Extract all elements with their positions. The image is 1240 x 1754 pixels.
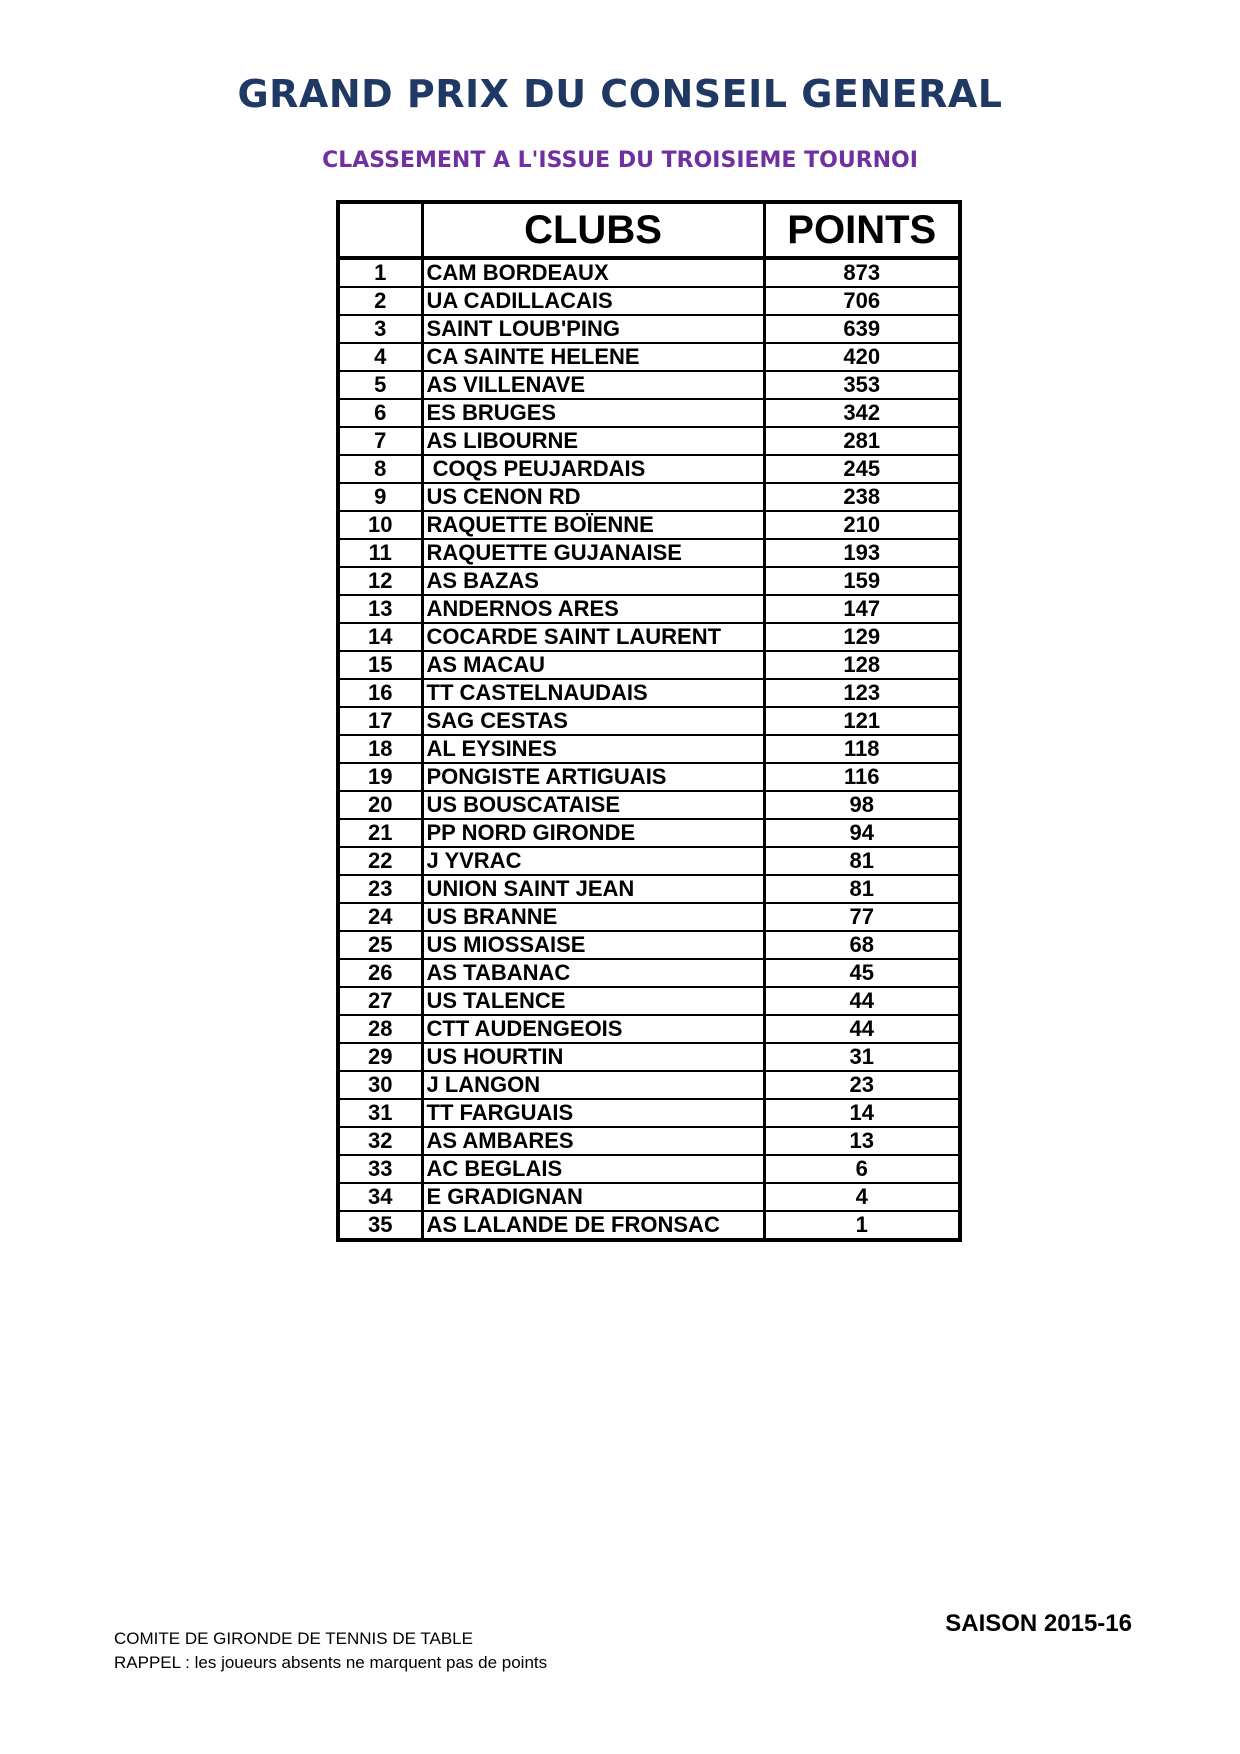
points-cell: 128 <box>764 651 960 679</box>
points-cell: 4 <box>764 1183 960 1211</box>
footer-reminder: RAPPEL : les joueurs absents ne marquent pas de points <box>114 1653 548 1672</box>
club-cell: J YVRAC <box>422 847 764 875</box>
rank-cell: 33 <box>338 1155 422 1183</box>
table-row <box>338 539 960 567</box>
club-cell: RAQUETTE BOÏENNE <box>422 511 764 539</box>
club-cell: RAQUETTE GUJANAISE <box>422 539 764 567</box>
rank-cell: 14 <box>338 623 422 651</box>
points-cell: 342 <box>764 399 960 427</box>
rank-cell: 17 <box>338 707 422 735</box>
rank-cell: 25 <box>338 931 422 959</box>
page-title: GRAND PRIX DU CONSEIL GENERAL <box>237 72 1003 116</box>
club-cell: AS MACAU <box>422 651 764 679</box>
table-row <box>338 875 960 903</box>
table-row <box>338 1099 960 1127</box>
table-row <box>338 567 960 595</box>
club-cell: E GRADIGNAN <box>422 1183 764 1211</box>
club-cell: CTT AUDENGEOIS <box>422 1015 764 1043</box>
points-cell: 147 <box>764 595 960 623</box>
points-cell: 31 <box>764 1043 960 1071</box>
rank-cell: 3 <box>338 315 422 343</box>
rank-cell: 5 <box>338 371 422 399</box>
table-row <box>338 1043 960 1071</box>
club-cell: ES BRUGES <box>422 399 764 427</box>
club-cell: COQS PEUJARDAIS <box>422 455 764 483</box>
rank-cell: 30 <box>338 1071 422 1099</box>
rank-cell: 13 <box>338 595 422 623</box>
table-row <box>338 343 960 371</box>
table-row <box>338 455 960 483</box>
club-cell: PP NORD GIRONDE <box>422 819 764 847</box>
points-cell: 873 <box>764 258 960 287</box>
table-row <box>338 679 960 707</box>
points-cell: 14 <box>764 1099 960 1127</box>
table-row <box>338 427 960 455</box>
rank-cell: 24 <box>338 903 422 931</box>
table-row <box>338 399 960 427</box>
table-row <box>338 1211 960 1240</box>
points-cell: 77 <box>764 903 960 931</box>
ranking-table <box>336 200 962 1242</box>
table-row <box>338 371 960 399</box>
rank-cell: 27 <box>338 987 422 1015</box>
points-cell: 121 <box>764 707 960 735</box>
points-cell: 45 <box>764 959 960 987</box>
club-cell: J LANGON <box>422 1071 764 1099</box>
rank-cell: 20 <box>338 791 422 819</box>
club-cell: US CENON RD <box>422 483 764 511</box>
points-cell: 13 <box>764 1127 960 1155</box>
rank-cell: 23 <box>338 875 422 903</box>
club-cell: AS BAZAS <box>422 567 764 595</box>
table-row <box>338 258 960 287</box>
points-cell: 118 <box>764 735 960 763</box>
club-cell: AS LALANDE DE FRONSAC <box>422 1211 764 1240</box>
table-row <box>338 511 960 539</box>
club-cell: US BRANNE <box>422 903 764 931</box>
table-row <box>338 651 960 679</box>
column-header-clubs: CLUBS <box>422 202 764 258</box>
rank-cell: 21 <box>338 819 422 847</box>
club-cell: US BOUSCATAISE <box>422 791 764 819</box>
table-row <box>338 483 960 511</box>
club-cell: COCARDE SAINT LAURENT <box>422 623 764 651</box>
table-row <box>338 707 960 735</box>
points-cell: 639 <box>764 315 960 343</box>
points-cell: 210 <box>764 511 960 539</box>
column-header-rank <box>338 202 422 258</box>
points-cell: 44 <box>764 987 960 1015</box>
table-row <box>338 903 960 931</box>
points-cell: 44 <box>764 1015 960 1043</box>
rank-cell: 8 <box>338 455 422 483</box>
rank-cell: 29 <box>338 1043 422 1071</box>
points-cell: 706 <box>764 287 960 315</box>
club-cell: UNION SAINT JEAN <box>422 875 764 903</box>
club-cell: SAG CESTAS <box>422 707 764 735</box>
club-cell: PONGISTE ARTIGUAIS <box>422 763 764 791</box>
rank-cell: 12 <box>338 567 422 595</box>
rank-cell: 6 <box>338 399 422 427</box>
points-cell: 123 <box>764 679 960 707</box>
club-cell: TT CASTELNAUDAIS <box>422 679 764 707</box>
table-header-row <box>338 202 960 258</box>
points-cell: 1 <box>764 1211 960 1240</box>
points-cell: 23 <box>764 1071 960 1099</box>
rank-cell: 2 <box>338 287 422 315</box>
table-row <box>338 1071 960 1099</box>
table-row <box>338 1155 960 1183</box>
season-label: SAISON 2015-16 <box>945 1610 1132 1637</box>
table-row <box>338 931 960 959</box>
table-row <box>338 987 960 1015</box>
table-row <box>338 791 960 819</box>
table-row <box>338 315 960 343</box>
points-cell: 129 <box>764 623 960 651</box>
rank-cell: 32 <box>338 1127 422 1155</box>
table-row <box>338 847 960 875</box>
rank-cell: 1 <box>338 258 422 287</box>
points-cell: 116 <box>764 763 960 791</box>
footer-committee: COMITE DE GIRONDE DE TENNIS DE TABLE <box>114 1629 473 1648</box>
club-cell: AS AMBARES <box>422 1127 764 1155</box>
points-cell: 193 <box>764 539 960 567</box>
rank-cell: 31 <box>338 1099 422 1127</box>
club-cell: US MIOSSAISE <box>422 931 764 959</box>
club-cell: AC BEGLAIS <box>422 1155 764 1183</box>
points-cell: 159 <box>764 567 960 595</box>
page-subtitle: CLASSEMENT A L'ISSUE DU TROISIEME TOURNOI <box>322 148 918 173</box>
rank-cell: 16 <box>338 679 422 707</box>
club-cell: CAM BORDEAUX <box>422 258 764 287</box>
club-cell: SAINT LOUB'PING <box>422 315 764 343</box>
points-cell: 245 <box>764 455 960 483</box>
points-cell: 238 <box>764 483 960 511</box>
rank-cell: 22 <box>338 847 422 875</box>
table-row <box>338 735 960 763</box>
rank-cell: 15 <box>338 651 422 679</box>
club-cell: UA CADILLACAIS <box>422 287 764 315</box>
points-cell: 98 <box>764 791 960 819</box>
table-row <box>338 1015 960 1043</box>
club-cell: AS TABANAC <box>422 959 764 987</box>
table-row <box>338 623 960 651</box>
points-cell: 68 <box>764 931 960 959</box>
rank-cell: 18 <box>338 735 422 763</box>
rank-cell: 4 <box>338 343 422 371</box>
table-row <box>338 287 960 315</box>
points-cell: 81 <box>764 875 960 903</box>
table-row <box>338 763 960 791</box>
rank-cell: 35 <box>338 1211 422 1240</box>
club-cell: ANDERNOS ARES <box>422 595 764 623</box>
points-cell: 353 <box>764 371 960 399</box>
points-cell: 281 <box>764 427 960 455</box>
rank-cell: 11 <box>338 539 422 567</box>
ranking-table-body <box>338 258 960 1240</box>
club-cell: TT FARGUAIS <box>422 1099 764 1127</box>
rank-cell: 26 <box>338 959 422 987</box>
rank-cell: 7 <box>338 427 422 455</box>
club-cell: AS LIBOURNE <box>422 427 764 455</box>
club-cell: CA SAINTE HELENE <box>422 343 764 371</box>
points-cell: 81 <box>764 847 960 875</box>
rank-cell: 34 <box>338 1183 422 1211</box>
footer-notes <box>114 1627 547 1675</box>
column-header-points: POINTS <box>764 202 960 258</box>
table-row <box>338 959 960 987</box>
rank-cell: 9 <box>338 483 422 511</box>
table-row <box>338 819 960 847</box>
club-cell: US TALENCE <box>422 987 764 1015</box>
points-cell: 6 <box>764 1155 960 1183</box>
table-row <box>338 1127 960 1155</box>
rank-cell: 19 <box>338 763 422 791</box>
points-cell: 94 <box>764 819 960 847</box>
club-cell: US HOURTIN <box>422 1043 764 1071</box>
points-cell: 420 <box>764 343 960 371</box>
club-cell: AS VILLENAVE <box>422 371 764 399</box>
table-row <box>338 1183 960 1211</box>
table-row <box>338 595 960 623</box>
rank-cell: 28 <box>338 1015 422 1043</box>
club-cell: AL EYSINES <box>422 735 764 763</box>
rank-cell: 10 <box>338 511 422 539</box>
